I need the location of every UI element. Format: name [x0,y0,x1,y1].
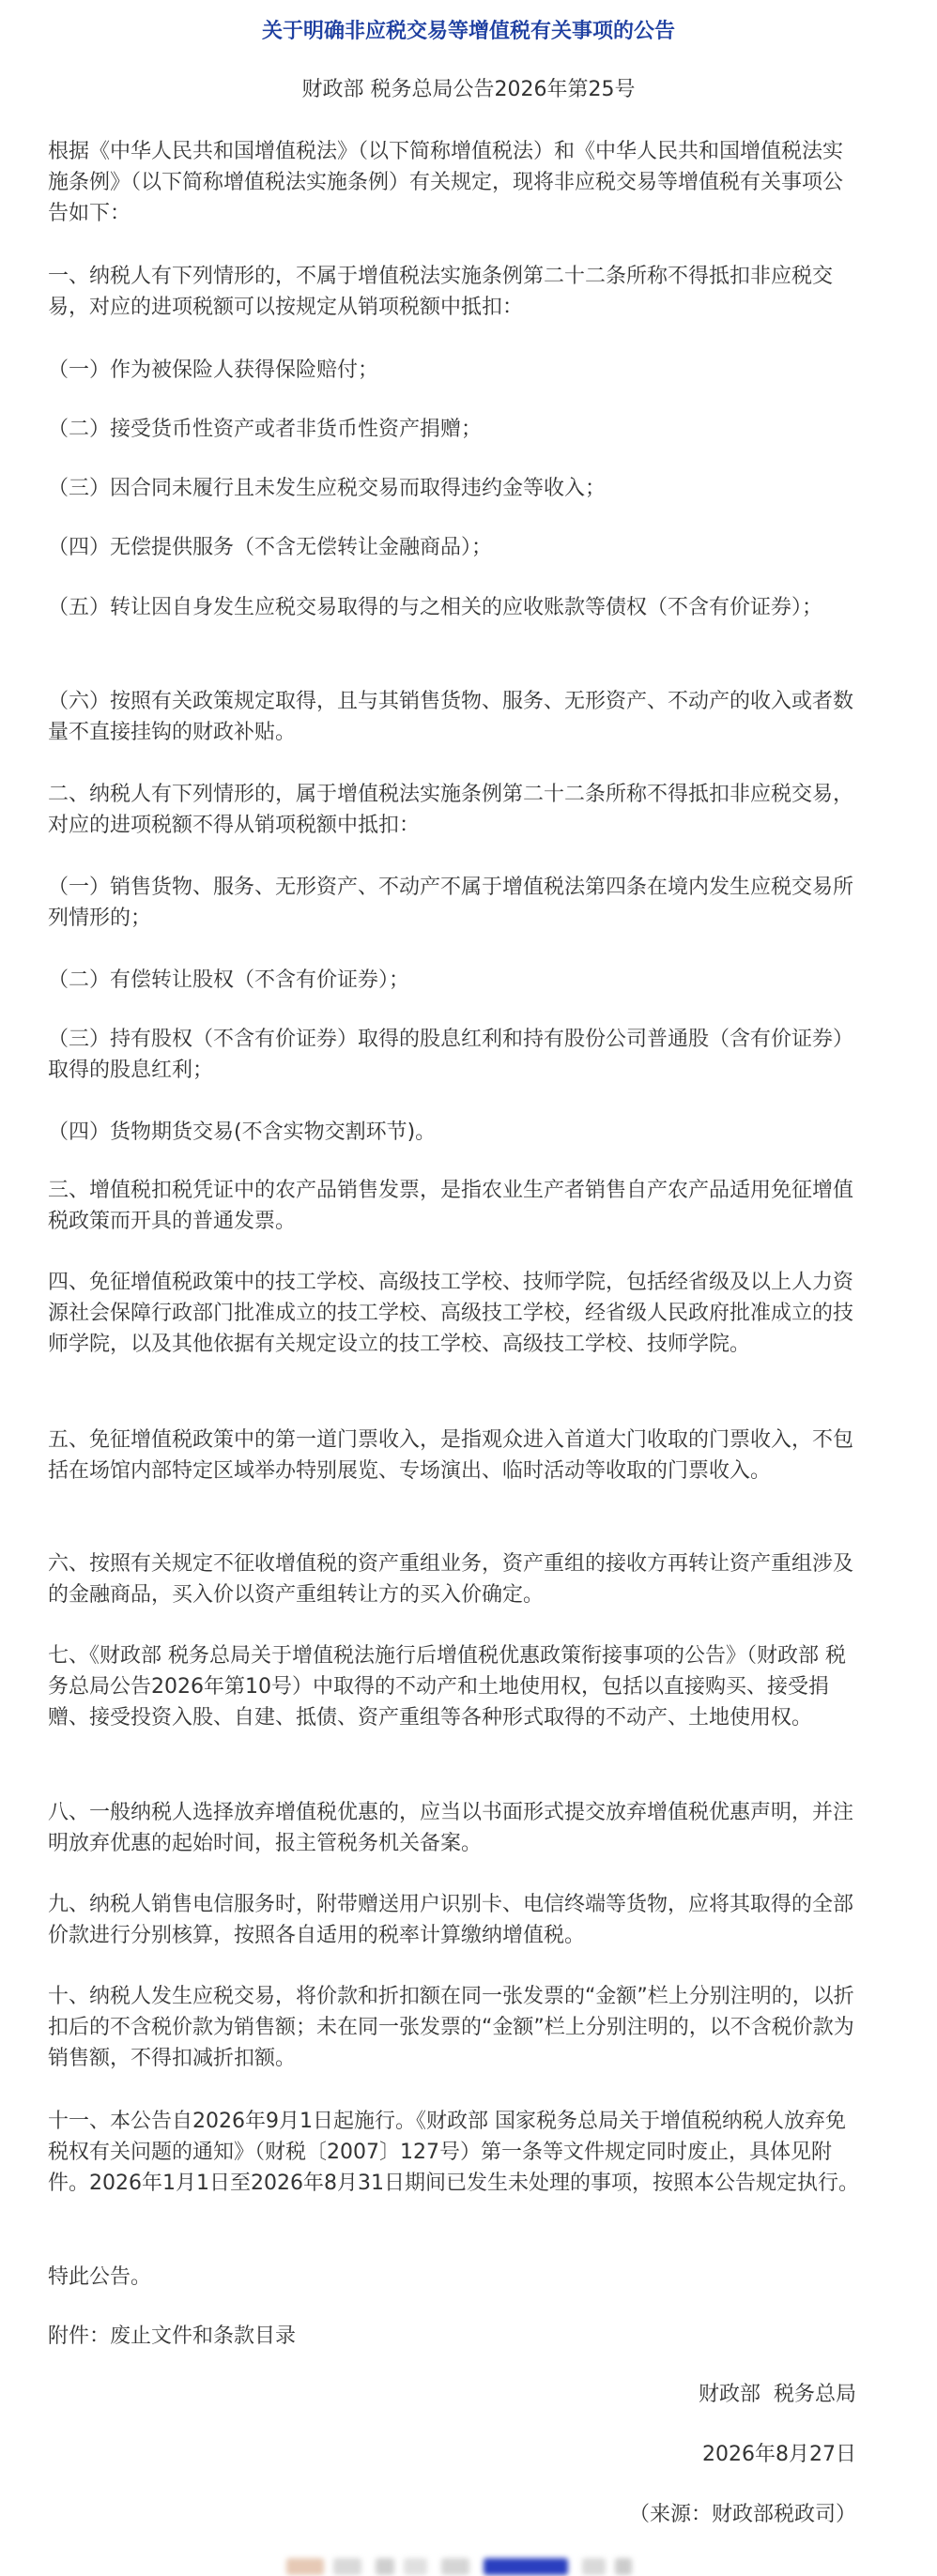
paragraph-section-7: 七、《财政部 税务总局关于增值税法施行后增值税优惠政策衔接事项的公告》（财政部 税务总局公告2026年第10号）中取得的不动产和土地使用权，包括以直接购买、接受捐赠、接受投资入股、自建、抵债、资产重组等各种形式取得的不动产、土地使用权。 [48,1644,846,1730]
paragraph-item: （二）接受货币性资产或者非货币性资产捐赠； [48,418,483,441]
paragraph-intro: 根据《中华人民共和国增值税法》（以下简称增值税法）和《中华人民共和国增值税法实施条例》（以下简称增值税法实施条例）有关规定，现将非应税交易等增值税有关事项公告如下： [48,140,844,225]
paragraph-item: （一）销售货物、服务、无形资产、不动产不属于增值税法第四条在境内发生应税交易所列情形的； [48,876,854,930]
paragraph-closing: 特此公告。 [48,2265,152,2289]
paragraph-item: （二）有偿转让股权（不含有价证券）； [48,968,410,992]
paragraph-section-11: 十一、本公告自2026年9月1日起施行。《财政部 国家税务总局关于增值税纳税人放弃免税权有关问题的通知》（财税〔2007〕127号）第一条等文件规定同时废止，具体见附件。2026年1月1日至2026年8月31日期间已发生未处理的事项，按照本公告规定执行。 [48,2110,859,2195]
paragraph-item: （五）转让因自身发生应税交易取得的与之相关的应收账款等债权（不含有价证券）； [48,596,823,619]
paragraph-item: （四）无偿提供服务（不含无偿转让金融商品）； [48,536,493,559]
paragraph-section-2: 二、纳税人有下列情形的，属于增值税法实施条例第二十二条所称不得抵扣非应税交易，对应的进项税额不得从销项税额中抵扣： [48,783,854,837]
paragraph-section-6: 六、按照有关规定不征收增值税的资产重组业务，资产重组的接收方再转让资产重组涉及的金融商品，买入价以资产重组转让方的买入价确定。 [48,1552,854,1607]
paragraph-item: （一）作为被保险人获得保险赔付； [48,358,379,382]
paragraph-section-10: 十、纳税人发生应税交易，将价款和折扣额在同一张发票的“金额”栏上分别注明的，以折扣后的不含税价款为销售额；未在同一张发票的“金额”栏上分别注明的，以不含税价款为销售额，不得扣减折扣额。 [48,1985,854,2070]
blurred-footer [0,2553,937,2576]
source-note: （来源：财政部税政司） [628,2503,856,2526]
paragraph-attachment: 附件：废止文件和条款目录 [48,2324,297,2348]
document-number: 财政部 税务总局公告2026年第25号 [301,78,636,101]
paragraph-item: （三）因合同未履行且未发生应税交易而取得违约金等收入； [48,477,607,500]
paragraph-section-1: 一、纳税人有下列情形的，不属于增值税法实施条例第二十二条所称不得抵扣非应税交易，对应的进项税额可以按规定从销项税额中抵扣： [48,265,834,319]
paragraph-section-8: 八、一般纳税人选择放弃增值税优惠的，应当以书面形式提交放弃增值税优惠声明，并注明放弃优惠的起始时间，报主管税务机关备案。 [48,1801,854,1855]
paragraph-section-9: 九、纳税人销售电信服务时，附带赠送用户识别卡、电信终端等货物，应将其取得的全部价款进行分别核算，按照各自适用的税率计算缴纳增值税。 [48,1893,854,1947]
document-title: 关于明确非应税交易等增值税有关事项的公告 [261,20,675,43]
paragraph-item: （三）持有股权（不含有价证券）取得的股息红利和持有股份公司普通股（含有价证券）取得的股息红利； [48,1028,854,1082]
paragraph-item: （四）货物期货交易(不含实物交割环节)。 [48,1120,437,1144]
paragraph-section-4: 四、免征增值税政策中的技工学校、高级技工学校、技师学院，包括经省级及以上人力资源社会保障行政部门批准成立的技工学校、高级技工学校，经省级人民政府批准成立的技师学院，以及其他依据有关规定设立的技工学校、高级技工学校、技师学院。 [48,1271,854,1356]
paragraph-section-3: 三、增值税扣税凭证中的农产品销售发票，是指农业生产者销售自产农产品适用免征增值税政策而开具的普通发票。 [48,1179,854,1233]
paragraph-section-5: 五、免征增值税政策中的第一道门票收入，是指观众进入首道大门收取的门票收入，不包括在场馆内部特定区域举办特别展览、专场演出、临时活动等收取的门票收入。 [48,1428,854,1483]
signatory: 财政部 税务总局 [699,2383,856,2406]
paragraph-item: （六）按照有关政策规定取得，且与其销售货物、服务、无形资产、不动产的收入或者数量不直接挂钩的财政补贴。 [48,690,854,744]
issue-date: 2026年8月27日 [702,2443,856,2466]
